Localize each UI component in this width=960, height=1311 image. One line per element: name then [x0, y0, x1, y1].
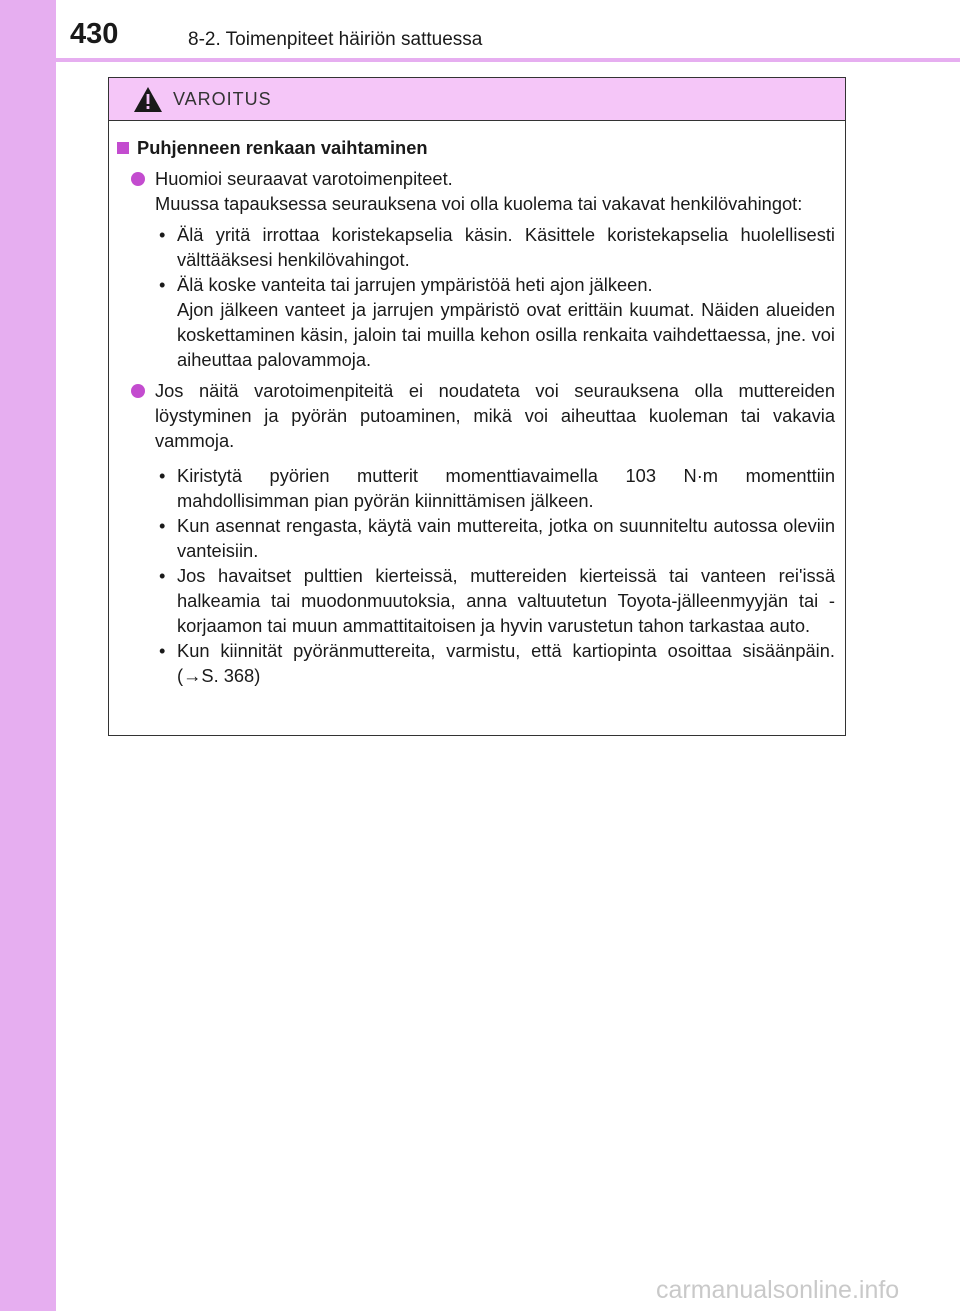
warning-subheading-text: Puhjenneen renkaan vaihtaminen — [137, 137, 428, 158]
bullet-item — [117, 513, 835, 563]
warning-label: VAROITUS — [173, 89, 272, 109]
header-rule — [56, 58, 960, 62]
dot-bullet: • — [159, 640, 166, 661]
circle-item-text: Jos näitä varotoimenpiteitä ei noudateta voi seurauksena olla muttereiden löystyminen ja pyörän putoaminen, mikä voi aiheuttaa kuoleman tai vakavia vammoja. — [155, 380, 835, 451]
bullet-item-continuation — [117, 297, 835, 372]
square-bullet-icon — [117, 142, 129, 154]
warning-header — [109, 78, 845, 121]
warning-subheading — [117, 135, 835, 160]
bullet-item — [117, 272, 835, 297]
section-title: 8-2. Toimenpiteet häiriön sattuessa — [188, 29, 483, 50]
bullet-list — [117, 463, 835, 688]
bullet-item-text: Älä yritä irrottaa koristekapselia käsin. Käsittele koristekapselia huolellisesti välttääksesi henkilövahingot. — [177, 224, 835, 270]
bullet-item-text: Älä koske vanteita tai jarrujen ympäristöä heti ajon jälkeen. — [177, 274, 653, 295]
bullet-list — [117, 222, 835, 372]
warning-box — [108, 77, 846, 736]
side-color-band — [0, 0, 56, 1311]
circle-item — [117, 166, 835, 216]
circle-item-text: Muussa tapauksessa seurauksena voi olla kuolema tai vakavat henkilövahingot: — [155, 193, 803, 214]
circle-item-text: Huomioi seuraavat varotoimenpiteet. — [155, 168, 453, 189]
bullet-item — [117, 463, 835, 513]
page-number: 430 — [70, 18, 119, 50]
dot-bullet: • — [159, 274, 166, 295]
warning-triangle-icon — [133, 86, 163, 113]
bullet-item — [117, 563, 835, 638]
circle-bullet-icon — [131, 384, 145, 398]
bullet-item-text: Kun kiinnität pyöränmuttereita, varmistu, että kartiopinta osoittaa sisäänpäin. (→S. 368) — [177, 640, 835, 686]
bullet-item — [117, 222, 835, 272]
dot-bullet: • — [159, 224, 166, 245]
dot-bullet: • — [159, 465, 166, 486]
circle-item — [117, 378, 835, 453]
watermark: carmanualsonline.info — [656, 1276, 900, 1304]
bullet-item — [117, 638, 835, 688]
circle-bullet-icon — [131, 172, 145, 186]
dot-bullet: • — [159, 565, 166, 586]
bullet-item-text: Jos havaitset pulttien kierteissä, muttereiden kierteissä tai vanteen rei'issä halkeamia tai muodonmuutoksia, anna valtuutetun Toyota-jälleenmyyjän tai -korjaamon tai muun ammattitaitoisen ja hyvin varustetun tahon tarkastaa auto. — [177, 565, 835, 636]
warning-body — [109, 121, 845, 688]
bullet-item-text: Ajon jälkeen vanteet ja jarrujen ympäristö ovat erittäin kuumat. Näiden alueiden koskettaminen käsin, jaloin tai muilla kehon osilla renkaita vaihdettaessa, jne. voi aiheuttaa palovammoja. — [177, 299, 835, 370]
bullet-item-text: Kiristytä pyörien mutterit momenttiavaimella 103 N·m momenttiin mahdollisimman pian pyörän kiinnittämisen jälkeen. — [177, 465, 835, 511]
bullet-item-text: Kun asennat rengasta, käytä vain muttereita, jotka on suunniteltu autossa oleviin vanteisiin. — [177, 515, 835, 561]
dot-bullet: • — [159, 515, 166, 536]
